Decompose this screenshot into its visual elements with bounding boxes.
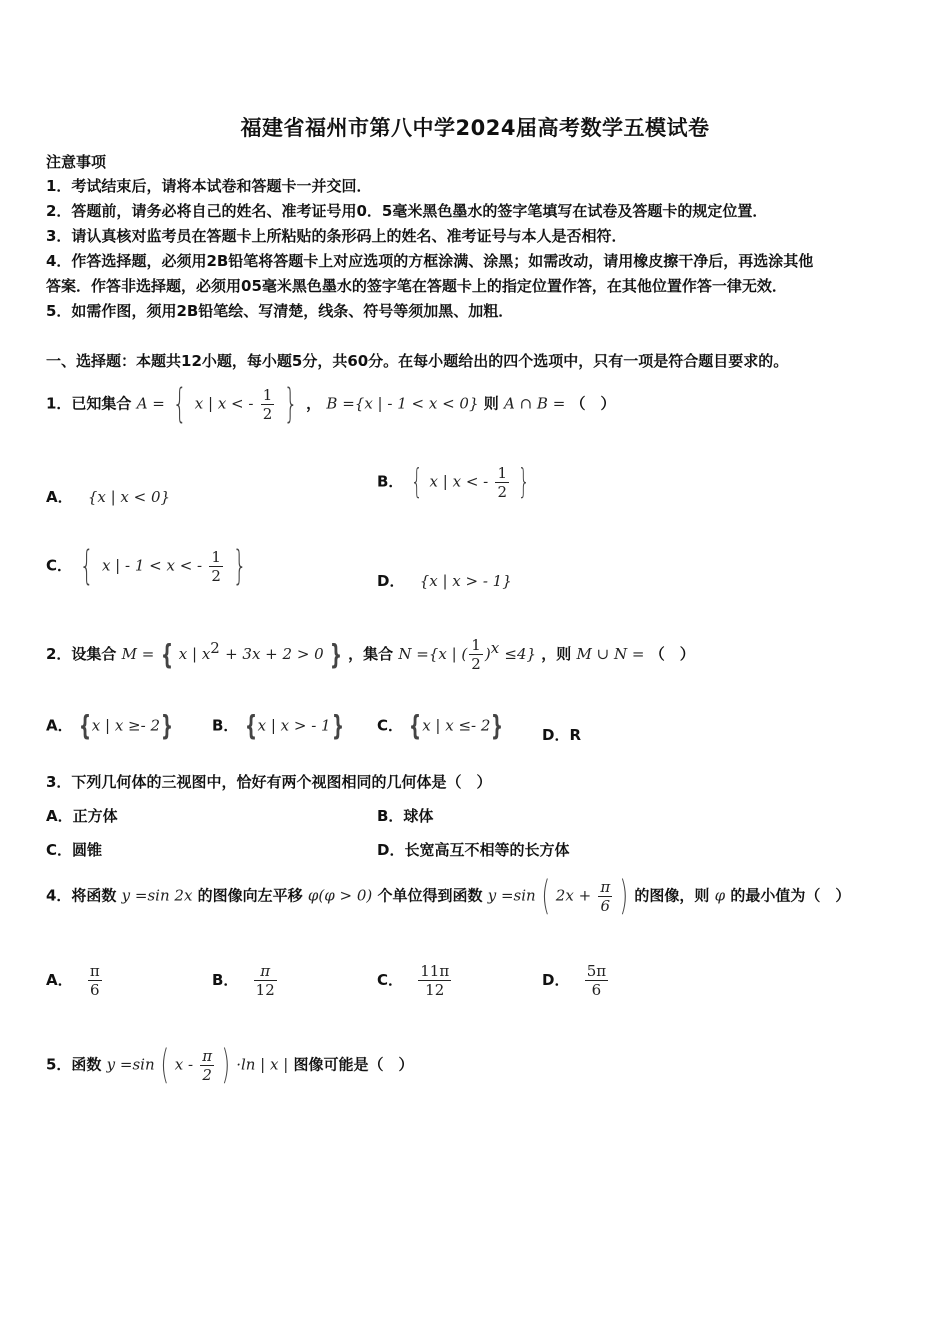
option-value: x | x < - — [429, 472, 489, 491]
option-label: B． — [377, 472, 404, 491]
option-label: A． — [46, 716, 73, 735]
answer-paren: （ ） — [570, 394, 616, 413]
question-5-stem: 5．函数 — [46, 1055, 102, 1074]
option-label: D． — [377, 572, 405, 590]
left-brace: { — [409, 709, 422, 742]
fraction: $\frac{1}{2}$ — [211, 547, 221, 585]
set-n-left: N ={x | ( — [398, 645, 468, 663]
option-value: x | - 1 < x < - — [101, 556, 203, 575]
function-2-body: 2x + — [555, 886, 592, 905]
comma: ， — [306, 394, 322, 413]
right-brace: } — [491, 709, 504, 742]
set-a-body: x | x < - — [194, 394, 254, 413]
option-label: C． — [377, 716, 404, 735]
then-text: 则 — [483, 394, 499, 413]
q3-option-b[interactable]: B．球体 — [377, 807, 434, 825]
option-label: B． — [212, 716, 239, 735]
q2-option-d[interactable]: D．R — [542, 726, 582, 744]
left-brace: { — [410, 462, 423, 502]
section-heading: 一、选择题：本题共12小题，每小题5分，共60分。在每小题给出的四个选项中，只有一项是符合题目要求的。 — [46, 352, 789, 370]
right-brace: } — [232, 543, 247, 589]
note-item: 1．考试结束后，请将本试卷和答题卡一并交回． — [46, 177, 372, 195]
phi-symbol: φ — [714, 886, 726, 905]
question-2: 2．设集合 M = { x | $x^2 + 3x + 2 > 0$ } ，集合 N ={x | ( $\frac{1}{2}$ )$^x$ ≤4} ，则 M ∪ N = （ ） — [46, 636, 695, 673]
q4-option-c[interactable] — [377, 962, 453, 999]
connector-text: ，集合 — [348, 645, 394, 663]
q1-option-c[interactable] — [46, 543, 250, 589]
question-4 — [46, 873, 851, 919]
function-left: y =sin — [106, 1055, 155, 1074]
left-brace: { — [78, 709, 91, 742]
left-brace: { — [79, 543, 94, 589]
q2-option-c[interactable] — [377, 709, 504, 742]
text-segment: 的最小值为（ ） — [730, 886, 851, 905]
q3-option-a[interactable]: A．正方体 — [46, 807, 118, 825]
right-brace: } — [161, 709, 173, 742]
question-1 — [46, 381, 616, 427]
fraction: $\frac{1}{2}$ — [471, 636, 481, 673]
function-2-left: y =sin — [487, 886, 536, 905]
question-3: 3．下列几何体的三视图中，恰好有两个视图相同的几何体是（ ） — [46, 773, 492, 791]
answer-paren: （ ） — [649, 645, 695, 663]
option-label: A． — [46, 971, 73, 989]
option-label: C． — [377, 971, 404, 989]
question-4-stem: 4．将函数 — [46, 886, 117, 905]
option-value: {x | x < 0} — [87, 488, 171, 506]
left-paren: ( — [541, 873, 551, 919]
set-m-tail: + 3x + 2 > 0 — [225, 645, 324, 663]
note-item: 2．答题前，请务必将自己的姓名、准考证号用0．5毫米黑色墨水的签字笔填写在试卷及答题卡的规定位置． — [46, 202, 768, 220]
notes-heading: 注意事项 — [46, 153, 107, 171]
set-n-right: ≤4} — [504, 645, 537, 663]
question-2-stem: 2．设集合 — [46, 645, 117, 663]
left-brace: { — [172, 381, 187, 427]
function-body: x - — [174, 1055, 194, 1074]
set-m-label: M = — [121, 645, 155, 663]
q4-option-a[interactable] — [46, 962, 104, 999]
option-label: C． — [46, 556, 73, 575]
then-text: ，则 — [541, 645, 572, 663]
question-1-stem: 1．已知集合 — [46, 394, 132, 413]
right-brace: } — [329, 637, 342, 671]
left-paren: ( — [160, 1042, 169, 1088]
set-b: B ={x | - 1 < x < 0} — [326, 394, 479, 413]
page-title: 福建省福州市第八中学2024届高考数学五模试卷 — [240, 116, 710, 140]
fraction: $\frac{\pi}{2}$ — [202, 1046, 213, 1084]
set-m-body: x | x — [178, 645, 211, 663]
option-value: x | x ≥- 2 — [91, 716, 161, 735]
text-segment: 个单位得到函数 — [377, 886, 483, 905]
option-label: A． — [46, 488, 73, 506]
text-segment: 的图像，则 — [634, 886, 710, 905]
union-expr: M ∪ N = — [576, 645, 645, 663]
note-item: 4．作答选择题，必须用2B铅笔将答题卡上对应选项的方框涂满、涂黑；如需改动，请用橡皮擦干净后，再选涂其他 — [46, 252, 814, 270]
text-segment: 的图像向左平移 — [197, 886, 303, 905]
note-item: 5．如需作图，须用2B铅笔绘、写清楚，线条、符号等须加黑、加粗． — [46, 302, 514, 320]
fraction: $\frac{5\pi}{6}$ — [586, 962, 607, 999]
fraction: $\frac{\pi}{6}$ — [89, 962, 100, 999]
left-brace: { — [244, 709, 257, 742]
set-a-label: A = — [136, 394, 165, 413]
question-5-text: 图像可能是（ ） — [293, 1055, 414, 1074]
right-paren: ) — [619, 873, 629, 919]
option-label: D． — [542, 971, 570, 989]
option-label: B． — [212, 971, 239, 989]
q3-option-c[interactable]: C．圆锥 — [46, 841, 103, 859]
fraction: $\frac{\pi}{12}$ — [255, 962, 275, 999]
fraction: $\frac{\pi}{6}$ — [600, 877, 611, 915]
option-value: {x | x > - 1} — [419, 572, 512, 590]
phi-condition: φ(φ > 0) — [307, 886, 373, 905]
question-5 — [46, 1042, 414, 1088]
q1-option-a[interactable] — [46, 486, 170, 507]
function-tail: ·ln | x | — [236, 1055, 289, 1074]
option-value: x | x ≤- 2 — [422, 716, 491, 735]
q3-option-d[interactable]: D．长宽高互不相等的长方体 — [377, 841, 570, 859]
q2-option-a[interactable] — [46, 709, 174, 742]
function-1: y =sin 2x — [121, 886, 193, 905]
q1-option-d[interactable] — [377, 570, 512, 591]
right-brace: } — [518, 462, 531, 502]
left-brace: { — [160, 637, 173, 671]
right-brace: } — [331, 709, 344, 742]
q4-option-d[interactable] — [542, 962, 610, 999]
note-item: 答案．作答非选择题，必须用05毫米黑色墨水的签字笔在答题卡上的指定位置作答，在其他位置作答一律无效． — [46, 277, 787, 295]
right-paren: ) — [221, 1042, 231, 1088]
option-value: x | x > - 1 — [257, 716, 331, 735]
fraction: $\frac{1}{2}$ — [262, 385, 273, 423]
intersection-expr: A ∩ B = — [504, 394, 566, 413]
right-brace: } — [284, 381, 299, 427]
q4-option-b[interactable] — [212, 962, 279, 999]
fraction: $\frac{11\pi}{12}$ — [420, 962, 450, 999]
fraction: $\frac{1}{2}$ — [497, 463, 508, 501]
note-item: 3．请认真核对监考员在答题卡上所粘贴的条形码上的姓名、准考证号与本人是否相符． — [46, 227, 627, 245]
q2-option-b[interactable] — [212, 709, 345, 742]
q1-option-b[interactable] — [377, 462, 532, 502]
